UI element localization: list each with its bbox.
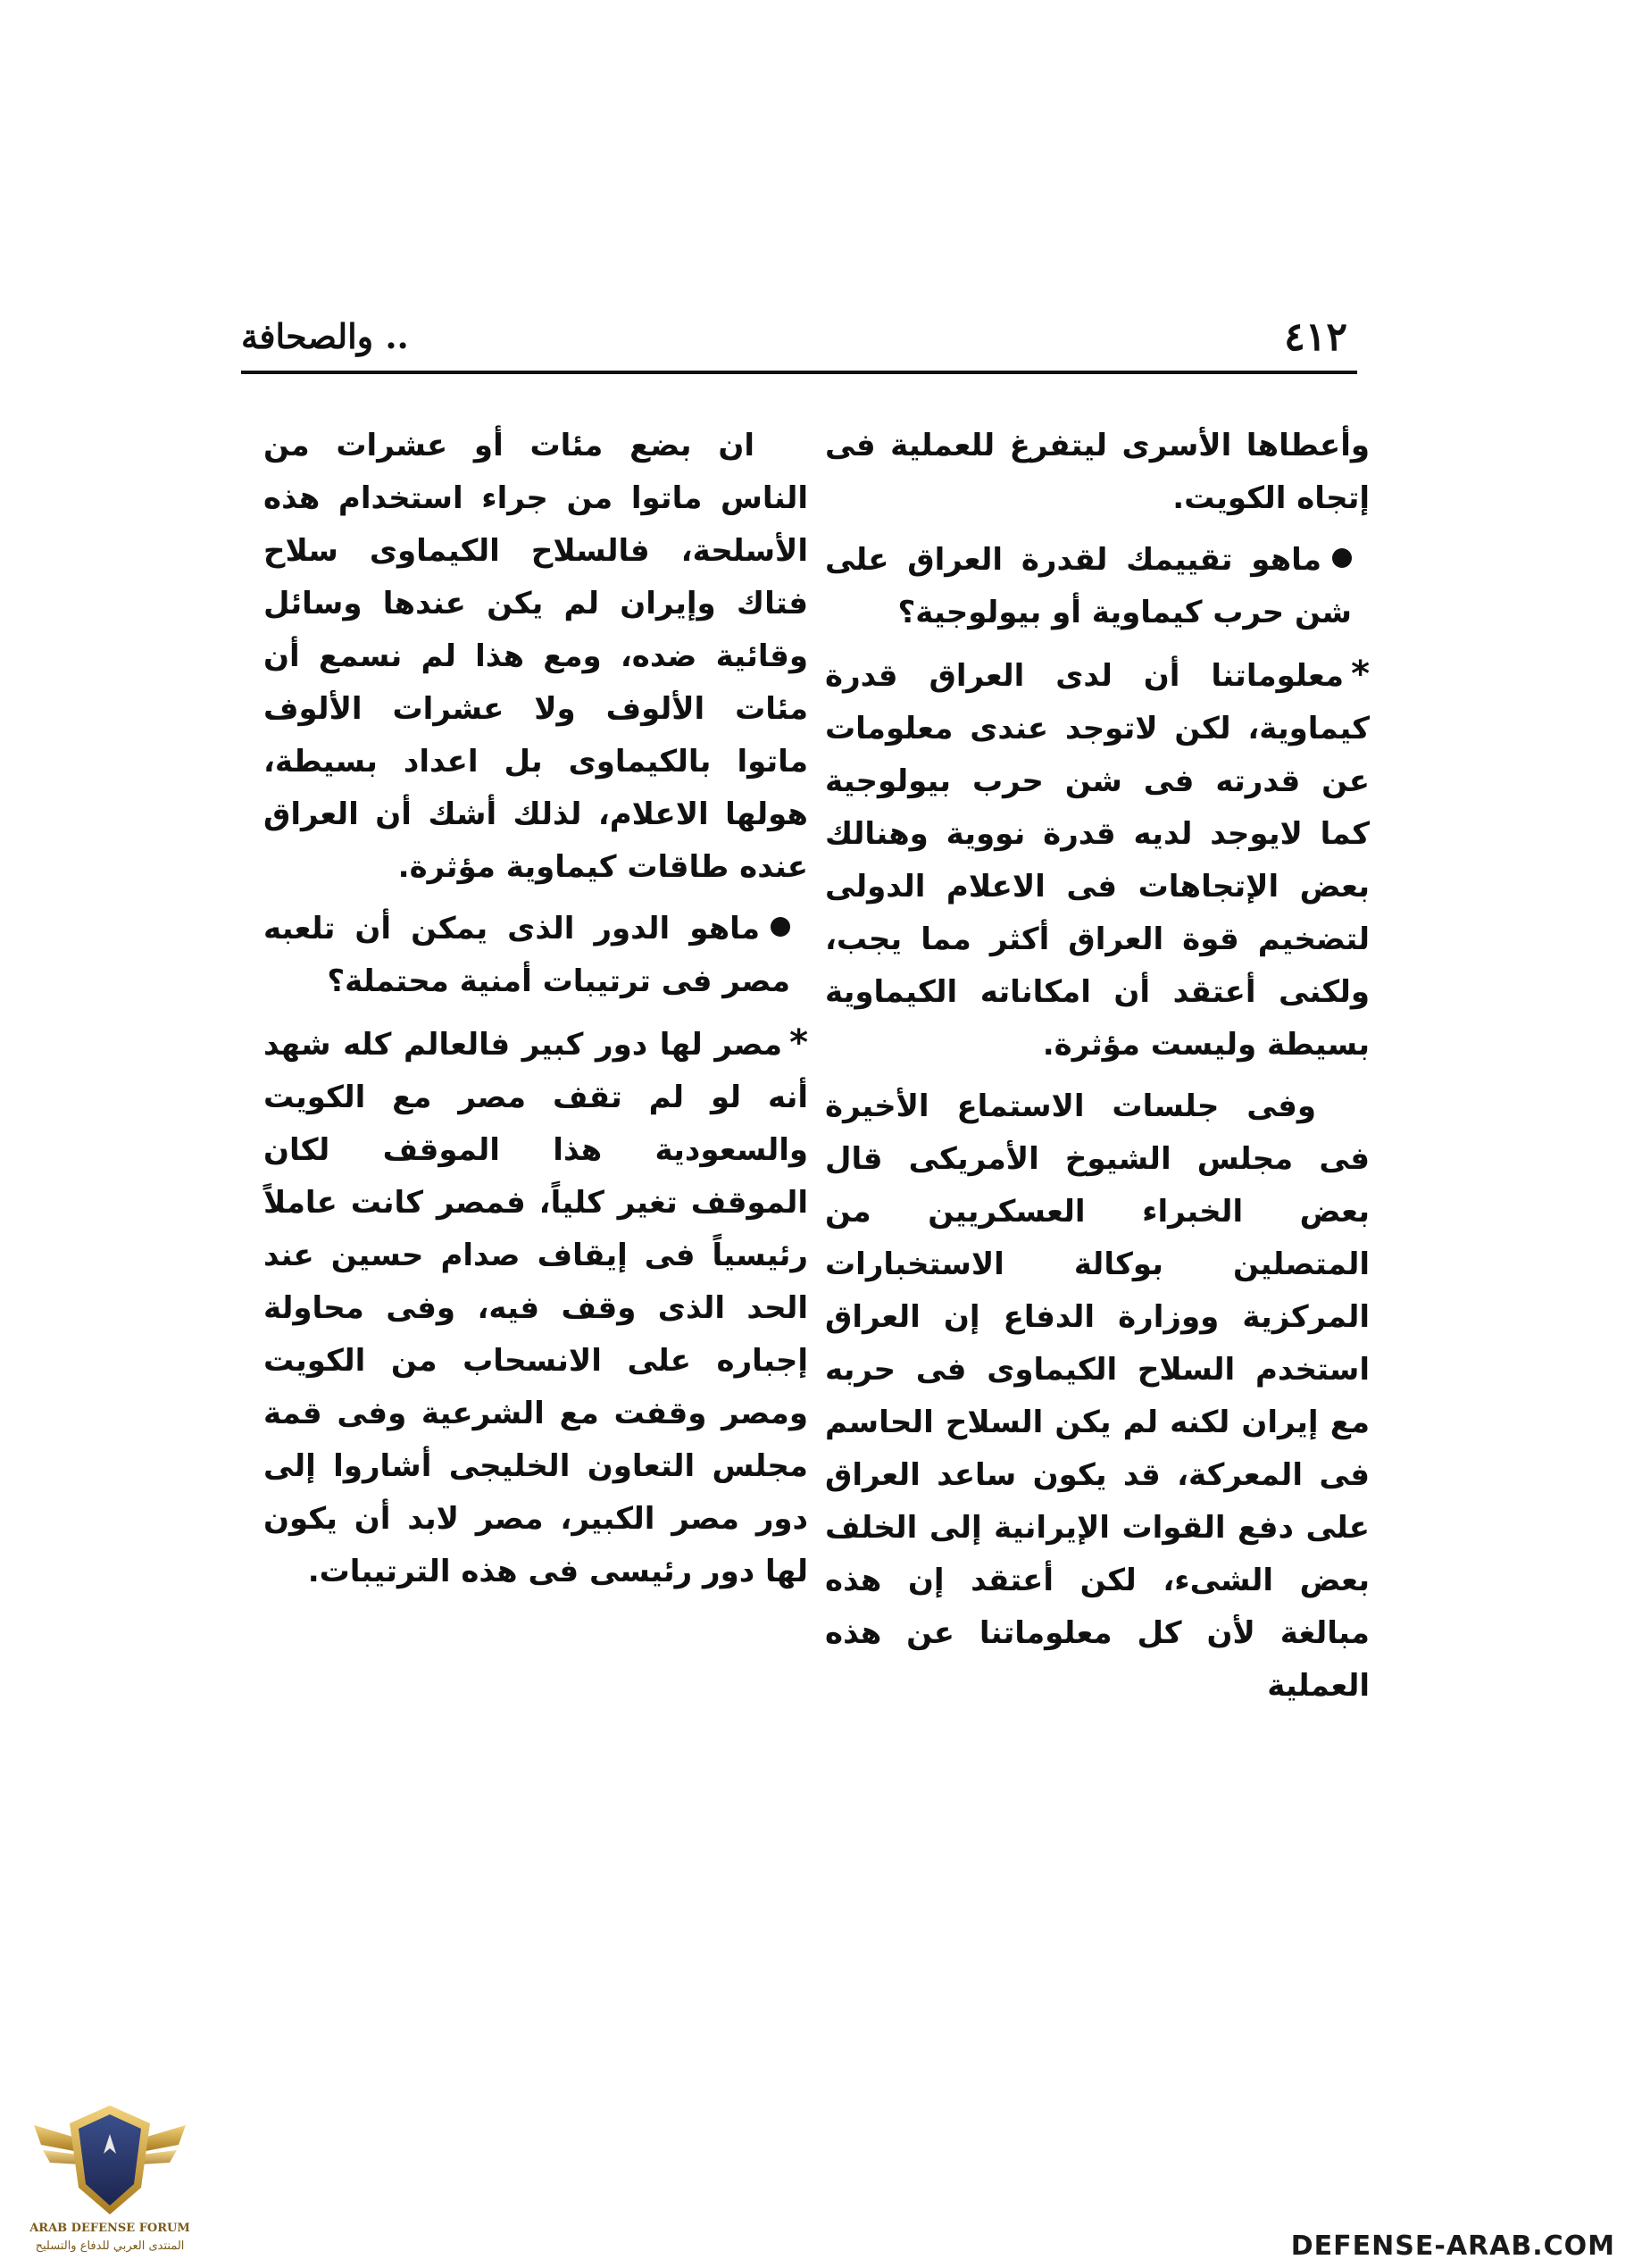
answer-star-icon: * — [789, 1022, 808, 1063]
paragraph: وفى جلسات الاستماع الأخيرة فى مجلس الشيوخ الأمريكى قال بعض الخبراء العسكريين من المتصلين بوكالة الاستخبارات المركزية ووزارة الدفاع إن العراق استخدم السلاح الكيماوى فى حربه مع إيران لكنه لم يكن السلاح الحاسم فى المعركة، قد يكون ساعد العراق على دفع القوات الإيرانية إلى الخلف بعض الشىء، لكن أعتقد إن هذه مبالغة لأن كل معلوماتنا عن هذه العملية — [825, 1088, 1370, 1704]
question-bullet-icon — [771, 917, 790, 937]
logo-caption-ar: المنتدى العربي للدفاع والتسليح — [35, 2239, 185, 2253]
running-title: .. والصحافة — [241, 316, 409, 356]
left-text-column — [263, 420, 808, 1607]
page-number: ٤١٢ — [1284, 314, 1347, 360]
interview-question — [825, 534, 1370, 639]
question-bullet-icon — [1332, 548, 1352, 568]
question-text: ماهو الدور الذى يمكن أن تلعبه مصر فى ترتيبات أمنية محتملة؟ — [263, 911, 790, 999]
paragraph: ان بضع مئات أو عشرات من الناس ماتوا من جراء استخدام هذه الأسلحة، فالسلاح الكيماوى سلاح فتاك وإيران لم يكن عندها وسائل وقائية ضده، ومع هذا لم نسمع أن مئات الألوف ولا عشرات الألوف ماتوا بالكيماوى بل اعداد بسيطة، هولها الاعلام، لذلك أشك أن العراق عنده طاقات كيماوية مؤثرة. — [263, 428, 808, 885]
answer-text: معلوماتنا أن لدى العراق قدرة كيماوية، لكن لاتوجد عندى معلومات عن قدرته فى شن حرب بيولوجية كما لايوجد لديه قدرة نووية وهنالك بعض الإتجاهات فى الاعلام الدولى لتضخيم قوة العراق أكثر مما يجب، ولكنى أعتقد أن امكاناته الكيماوية بسيطة وليست مؤثرة. — [825, 658, 1370, 1063]
site-watermark: DEFENSE-ARAB.COM — [1290, 2230, 1615, 2262]
paragraph-continuation: وأعطاها الأسرى ليتفرغ للعملية فى إتجاه الكويت. — [825, 428, 1370, 516]
interview-question — [263, 903, 808, 1008]
header-divider — [241, 371, 1357, 374]
question-text: ماهو تقييمك لقدرة العراق على شن حرب كيماوية أو بيولوجية؟ — [825, 542, 1352, 630]
interview-answer — [263, 1017, 808, 1598]
logo-caption-en: ARAB DEFENSE FORUM — [29, 2222, 190, 2235]
forum-logo-icon — [25, 2098, 195, 2259]
answer-star-icon: * — [1351, 654, 1370, 695]
answer-text: مصر لها دور كبير فالعالم كله شهد أنه لو لم تقف مصر مع الكويت والسعودية هذا الموقف لكان الموقف تغير كلياً، فمصر كانت عاملاً رئيسياً فى إيقاف صدام حسين عند الحد الذى وقف فيه، وفى محاولة إجباره على الانسحاب من الكويت ومصر وقفت مع الشرعية وفى قمة مجلس التعاون الخليجى أشاروا إلى دور مصر الكبير، مصر لابد أن يكون لها دور رئيسى فى هذه الترتيبات. — [263, 1027, 808, 1589]
right-text-column — [825, 420, 1370, 1722]
interview-answer — [825, 648, 1370, 1071]
